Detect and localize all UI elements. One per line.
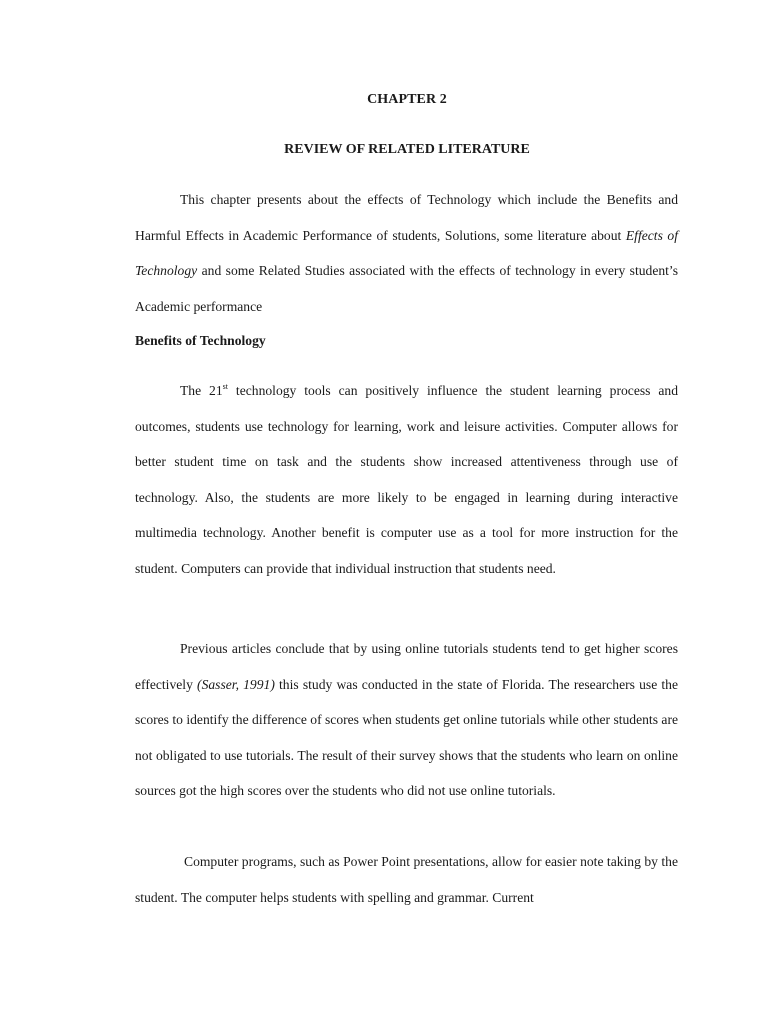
programs-text: Computer programs, such as Power Point presentations, allow for easier note taking by the student. The computer helps students with spelling and grammar. Current bbox=[135, 854, 678, 905]
benefits-superscript: st bbox=[222, 382, 228, 391]
articles-paragraph bbox=[135, 631, 678, 809]
intro-paragraph bbox=[135, 182, 678, 324]
benefits-paragraph bbox=[135, 373, 678, 587]
benefits-text-start: The 21 bbox=[180, 383, 223, 398]
articles-citation: (Sasser, 1991) bbox=[197, 676, 275, 692]
articles-text-end: this study was conducted in the state of Florida. The researchers use the scores to identify the difference of scores when students get online tutorials while other students are not obligated to use tutorials. The result of their survey shows that the students who learn on online sources got the high scores over the students who did not use online tutorials. bbox=[135, 676, 679, 799]
articles-text-start: Previous articles conclude that by using online tutorials students tend to get higher scores effectively bbox=[135, 641, 678, 692]
section-title: REVIEW OF RELATED LITERATURE bbox=[284, 142, 530, 157]
chapter-label: CHAPTER 2 bbox=[367, 92, 447, 107]
intro-text-end: and some Related Studies associated with the effects of technology in every student’s Academic performance bbox=[135, 263, 678, 314]
programs-paragraph bbox=[135, 844, 678, 915]
benefits-text-end: technology tools can positively influence the student learning process and outcomes, students use technology for learning, work and leisure activities. Computer allows for better student time on task and the students show increased attentiveness through use of technology. Also, the students are more likely to be engaged in learning during interactive multimedia technology. Another benefit is computer use as a tool for more instruction for the student. Computers can provide that individual instruction that students need. bbox=[135, 383, 678, 576]
intro-italic-title: Effects of Technology bbox=[135, 227, 679, 279]
intro-text-start: This chapter presents about the effects of Technology which include the Benefits and Harmful Effects in Academic Performance of students, Solutions, some literature about bbox=[135, 192, 678, 243]
benefits-heading: Benefits of Technology bbox=[135, 333, 266, 348]
